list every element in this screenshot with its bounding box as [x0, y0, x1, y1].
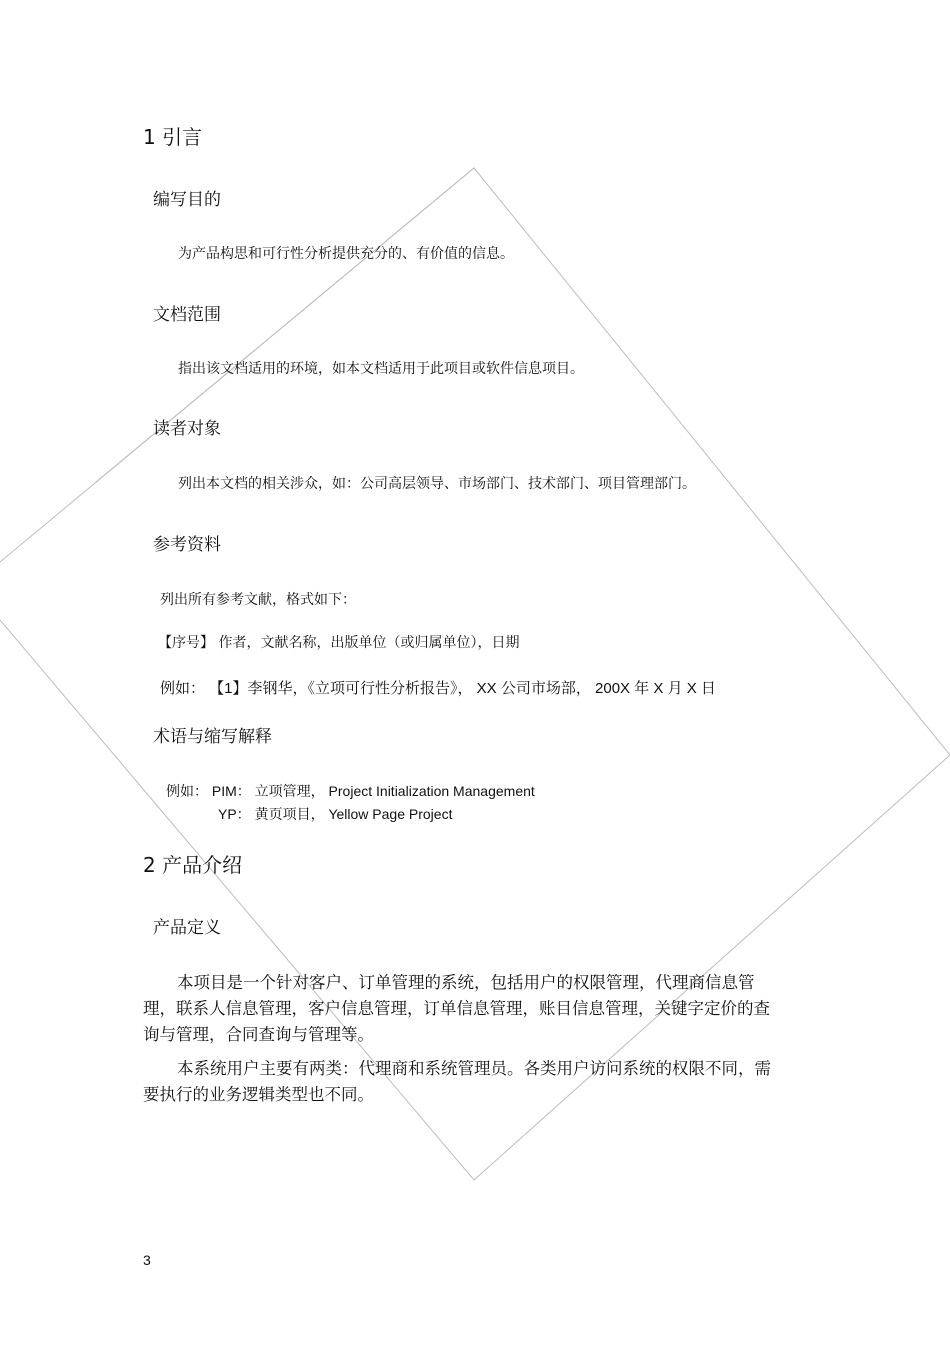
refs-heading: 参考资料 [153, 535, 221, 555]
terms-heading: 术语与缩写解释 [153, 727, 272, 747]
section-2-title: 2 产品介绍 [143, 853, 243, 877]
purpose-heading: 编写目的 [153, 190, 221, 210]
definition-heading: 产品定义 [153, 918, 221, 938]
terms-line-1: 例如： PIM： 立项管理， Project Initialization Management [166, 783, 535, 799]
terms-line-2: YP： 黄页项目， Yellow Page Project [218, 806, 453, 822]
scope-heading: 文档范围 [153, 305, 221, 325]
scope-text: 指出该文档适用的环境，如本文档适用于此项目或软件信息项目。 [178, 361, 584, 377]
page-number: 3 [143, 1252, 151, 1268]
readers-heading: 读者对象 [153, 419, 221, 439]
readers-text: 列出本文档的相关涉众，如：公司高层领导、市场部门、技术部门、项目管理部门。 [178, 476, 696, 492]
refs-intro: 列出所有参考文献，格式如下： [160, 592, 356, 608]
purpose-text: 为产品构思和可行性分析提供充分的、有价值的信息。 [178, 246, 514, 262]
refs-example: 例如： 【1】李钢华，《立项可行性分析报告》， XX 公司市场部， 200X 年 X 月 X 日 [160, 680, 716, 697]
definition-paragraph-1: 本项目是一个针对客户、订单管理的系统，包括用户的权限管理，代理商信息管理，联系人信息管理，客户信息管理，订单信息管理，账目信息管理，关键字定价的查询与管理，合同查询与管理等。 [143, 973, 770, 1044]
refs-format: 【序号】 作者，文献名称，出版单位（或归属单位），日期 [158, 635, 520, 651]
definition-paragraph-2: 本系统用户主要有两类：代理商和系统管理员。各类用户访问系统的权限不同，需要执行的业务逻辑类型也不同。 [143, 1059, 771, 1104]
section-1-title: 1 引言 [143, 125, 203, 149]
